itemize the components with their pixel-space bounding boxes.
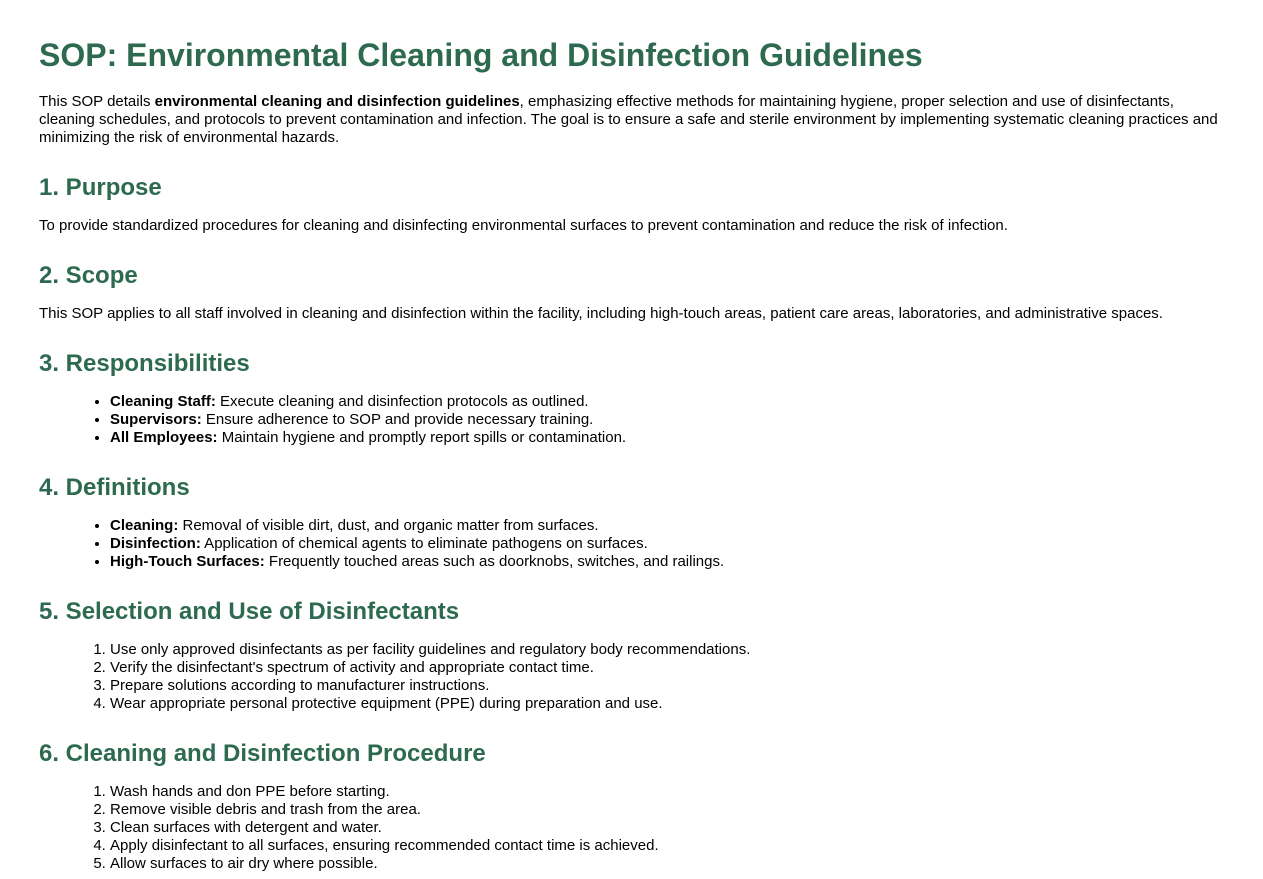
list-item: [110, 393, 1224, 411]
section-disinfectant-selection: [39, 598, 1224, 713]
section-scope: [39, 262, 1224, 323]
intro-bold-phrase: environmental cleaning and disinfection guidelines: [154, 93, 520, 110]
section-heading-scope: 2. Scope: [39, 262, 138, 289]
section-cleaning-procedure: [39, 740, 1224, 873]
list-item-text: Removal of visible dirt, dust, and organic matter from surfaces.: [178, 517, 599, 534]
list-item-text: Maintain hygiene and promptly report spills or contamination.: [217, 429, 627, 446]
list-item-term: All Employees:: [110, 429, 218, 446]
list-item: [110, 517, 1224, 535]
page-title: SOP: Environmental Cleaning and Disinfection Guidelines: [39, 37, 923, 73]
list-item: [110, 553, 1224, 571]
list-item-text: Frequently touched areas such as doorknobs, switches, and railings.: [264, 553, 725, 570]
list-item: 1. Use only approved disinfectants as per facility guidelines and regulatory body recommendations.: [110, 641, 1224, 659]
section-heading-cleaning-procedure: 6. Cleaning and Disinfection Procedure: [39, 740, 486, 767]
list-item: 3. Clean surfaces with detergent and water.: [110, 819, 1224, 837]
list-item: 2. Verify the disinfectant's spectrum of activity and appropriate contact time.: [110, 659, 1224, 677]
list-item-term: Supervisors:: [110, 411, 202, 428]
section-heading-responsibilities: 3. Responsibilities: [39, 350, 250, 377]
section-heading-disinfectant-selection: 5. Selection and Use of Disinfectants: [39, 598, 460, 625]
list-item: [110, 429, 1224, 447]
list-item-text: Ensure adherence to SOP and provide necessary training.: [201, 411, 594, 428]
intro-text-before: This SOP details: [39, 93, 155, 110]
numbered-list: [39, 783, 1224, 873]
section-heading-definitions: 4. Definitions: [39, 474, 190, 501]
section-definitions: [39, 474, 1224, 571]
section-paragraph: This SOP applies to all staff involved in cleaning and disinfection within the facility, including high-touch areas, patient care areas, laboratories, and administrative spaces.: [39, 305, 1163, 322]
numbered-list: [39, 641, 1224, 713]
list-item: 3. Prepare solutions according to manufacturer instructions.: [110, 677, 1224, 695]
list-item: 2. Remove visible debris and trash from the area.: [110, 801, 1224, 819]
list-item: 1. Wash hands and don PPE before starting.: [110, 783, 1224, 801]
list-item-term: High-Touch Surfaces:: [110, 553, 265, 570]
list-item-text: Application of chemical agents to eliminate pathogens on surfaces.: [200, 535, 648, 552]
list-item-term: Cleaning:: [110, 517, 179, 534]
list-item: 5. Allow surfaces to air dry where possible.: [110, 855, 1224, 873]
list-item: [110, 411, 1224, 429]
section-responsibilities: [39, 350, 1224, 447]
list-item-term: Cleaning Staff:: [110, 393, 216, 410]
bullet-list: [39, 393, 1224, 447]
section-paragraph: To provide standardized procedures for cleaning and disinfecting environmental surfaces to prevent contamination and reduce the risk of infection.: [39, 217, 1008, 234]
intro-paragraph: [39, 93, 1224, 147]
list-item-term: Disinfection:: [110, 535, 201, 552]
section-purpose: [39, 174, 1224, 235]
list-item: 4. Apply disinfectant to all surfaces, ensuring recommended contact time is achieved.: [110, 837, 1224, 855]
list-item-text: Execute cleaning and disinfection protocols as outlined.: [215, 393, 589, 410]
section-heading-purpose: 1. Purpose: [39, 174, 162, 201]
list-item: [110, 535, 1224, 553]
bullet-list: [39, 517, 1224, 571]
intro-text-after: , emphasizing effective methods for maintaining hygiene, proper selection and use of disinfectants, cleaning schedules, and protocols to prevent contamination and infection. The goal is to ensure a safe and sterile environment by implementing systematic cleaning practices and minimizing the risk of environmental hazards.: [39, 93, 1218, 146]
list-item: 4. Wear appropriate personal protective equipment (PPE) during preparation and use.: [110, 695, 1224, 713]
